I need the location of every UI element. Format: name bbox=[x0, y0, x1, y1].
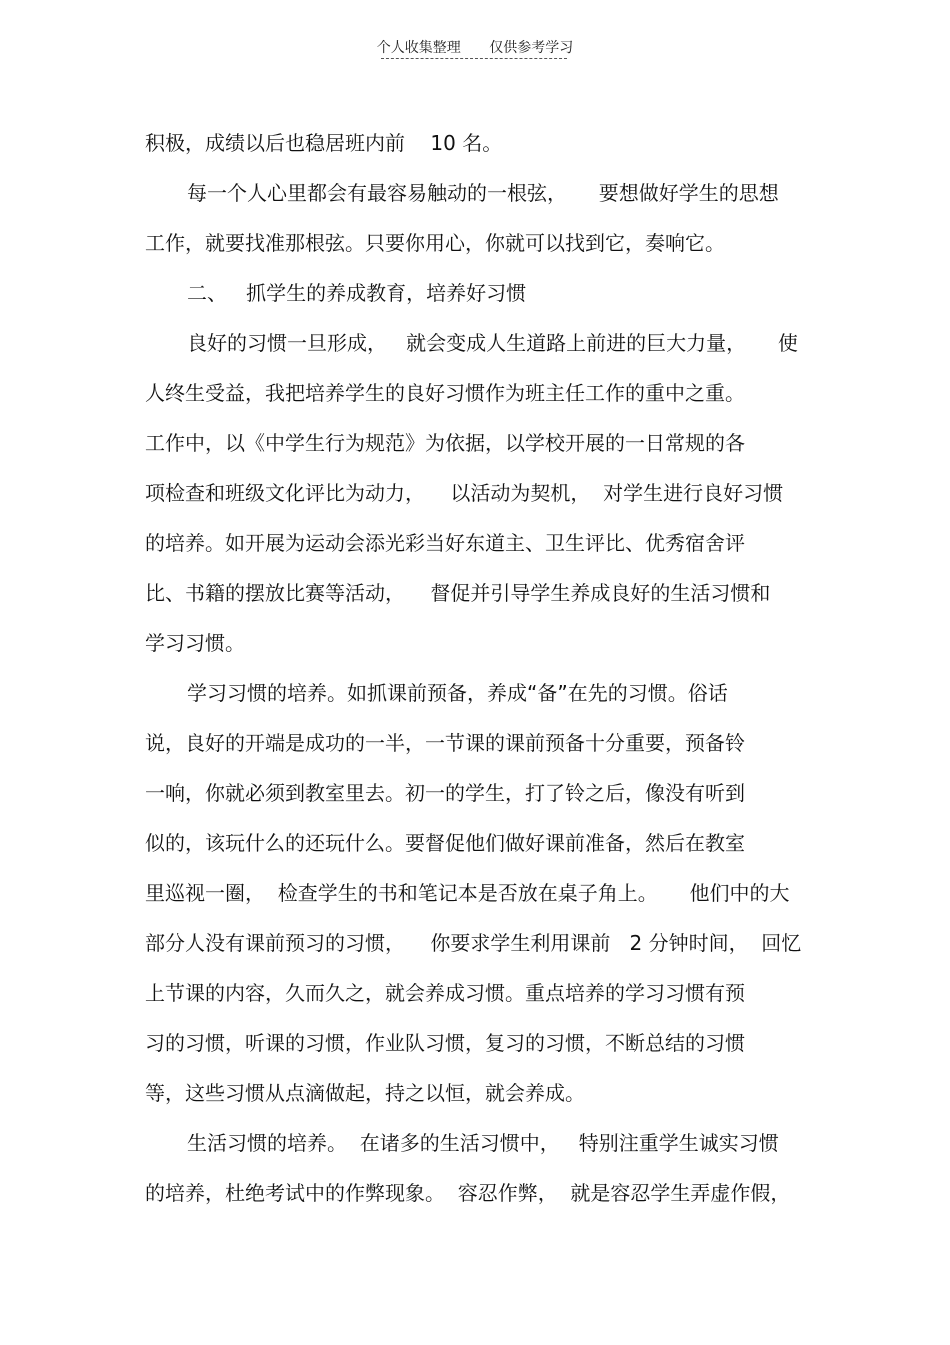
text-line: 每一个人心里都会有最容易触动的一根弦， 要想做好学生的思想 bbox=[187, 181, 779, 205]
text-line: 部分人没有课前预习的习惯， 你要求学生利用课前 2 分钟时间， 回忆 bbox=[145, 931, 802, 955]
section-heading: 二、 抓学生的养成教育，培养好习惯 bbox=[187, 281, 527, 305]
text-line: 的培养。如开展为运动会添光彩当好东道主、卫生评比、优秀宿舍评 bbox=[145, 531, 745, 555]
text-line: 等，这些习惯从点滴做起，持之以恒，就会养成。 bbox=[145, 1081, 585, 1105]
text-line: 比、书籍的摆放比赛等活动， 督促并引导学生养成良好的生活习惯和 bbox=[145, 581, 771, 605]
text-line: 项检查和班级文化评比为动力， 以活动为契机， 对学生进行良好习惯 bbox=[145, 481, 784, 505]
text-line: 学习习惯的培养。如抓课前预备，养成“备”在先的习惯。俗话 bbox=[187, 681, 728, 705]
text-line: 生活习惯的培养。 在诸多的生活习惯中， 特别注重学生诚实习惯 bbox=[187, 1131, 779, 1155]
text-line: 工作，就要找准那根弦。只要你用心，你就可以找到它，奏响它。 bbox=[145, 231, 725, 255]
text-line: 的培养，杜绝考试中的作弊现象。 容忍作弊， 就是容忍学生弄虚作假， bbox=[145, 1181, 791, 1205]
header-divider bbox=[381, 58, 567, 59]
header-right-text: 仅供参考学习 bbox=[489, 40, 574, 56]
text-line: 积极，成绩以后也稳居班内前 10 名。 bbox=[145, 131, 503, 155]
text-line: 里巡视一圈， 检查学生的书和笔记本是否放在桌子角上。 他们中的大 bbox=[145, 881, 790, 905]
text-line: 工作中，以《中学生行为规范》为依据，以学校开展的一日常规的各 bbox=[145, 431, 745, 455]
text-line: 说，良好的开端是成功的一半，一节课的课前预备十分重要，预备铃 bbox=[145, 731, 745, 755]
text-line: 一响，你就必须到教室里去。初一的学生，打了铃之后，像没有听到 bbox=[145, 781, 745, 805]
text-line: 似的，该玩什么的还玩什么。要督促他们做好课前准备，然后在教室 bbox=[145, 831, 745, 855]
document-body bbox=[145, 118, 815, 1218]
page-header bbox=[0, 38, 950, 58]
text-line: 良好的习惯一旦形成， 就会变成人生道路上前进的巨大力量， 使 bbox=[187, 331, 798, 355]
text-line: 习的习惯，听课的习惯，作业队习惯，复习的习惯，不断总结的习惯 bbox=[145, 1031, 745, 1055]
text-line: 上节课的内容，久而久之，就会养成习惯。重点培养的学习习惯有预 bbox=[145, 981, 745, 1005]
text-line: 人终生受益，我把培养学生的良好习惯作为班主任工作的重中之重。 bbox=[145, 381, 745, 405]
header-left-text: 个人收集整理 bbox=[376, 40, 461, 56]
text-line: 学习习惯。 bbox=[145, 631, 245, 655]
